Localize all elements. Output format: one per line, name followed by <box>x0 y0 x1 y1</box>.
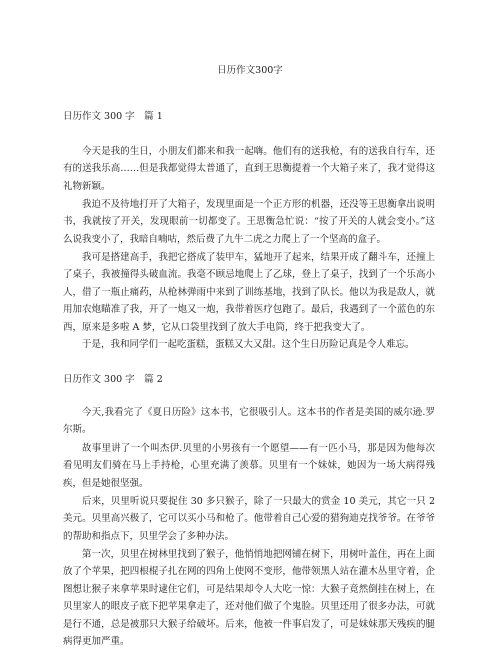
paragraph: 后来，贝里听说只要捉住 30 多只猴子，除了一只最大的赏金 10 美元，其它一只 2 美元。贝里高兴极了，它可以买小马和枪了。他带着自己心爱的猎狗迪克找爷爷。在爷爷的帮助和指点下，贝里学会了多种办法。 <box>63 496 435 542</box>
paragraph: 于是，我和同学们一起吃蛋糕，蛋糕又大又甜。这个生日历险记真是令人难忘。 <box>82 339 415 350</box>
section-heading-2: 日历作文 300 字 篇 2 <box>63 374 163 385</box>
paragraph: 故事里讲了一个叫杰伊.贝里的小男孩有一个愿望——有一匹小马，那是因为他每次看见明友们骑在马上手持枪，心里充满了羡慕。贝里有一个妹妹，她因为一场大病得残疾，但是她很坚强。 <box>63 443 435 489</box>
document-title: 日历作文300字 <box>217 65 283 76</box>
paragraph: 今天,我看完了《夏日历险》这本书，它很吸引人。这本书的作者是美国的威尔逊.罗尔斯。 <box>63 407 435 436</box>
paragraph: 今天是我的生日，小朋友们都来和我一起嗨。他们有的送我枪，有的送我自行车，还有的送我乐高……但是我都觉得太普通了，直到王思衡提着一个大箱子来了，我才觉得这礼物新颖。 <box>63 146 435 192</box>
paragraph: 第一次，贝里在树林里找到了猴子，他悄悄地把网铺在树下，用树叶盖住，再在上面放了个苹果，把四根棍子扎在网的四角上使网不变形，他带领黑人站在灌木丛里守着，企图想让猴子来拿苹果时逮住它们，可是结果却令人大吃一惊：大猴子竟然倒挂在树上，在贝里家人的眼皮子底下把苹果拿走了，还对他们做了个鬼脸。贝里还用了很多办法，可就是行不通，总是被那只大猴子给破坏。后来，他被一件事启发了，可是妹妹那天残疾的腿病得更加严重。 <box>63 549 435 648</box>
paragraph: 我迫不及待地打开了大箱子，发现里面是一个正方形的机器，还没等王思衡拿出说明书，我就按了开关，发现眼前一切都变了。王思衡急忙说：“按了开关的人就会变小。”这么说我变小了，我暗自喃咕，然后费了九牛二虎之力爬上了一个坚高的盒子。 <box>63 199 435 245</box>
section-heading-1: 日历作文 300 字 篇 1 <box>63 111 163 122</box>
paragraph: 我可是搭建高手，我把它搭成了装甲车，猛地开了起来，结果开成了翻斗车，还撞上了桌子，我被撞得头破血流。我毫不顾忌地爬上了乙球，登上了桌子，找到了一个乐高小人，借了一瓶止痛药，从枪林弹雨中来到了训练基地，找到了队长。他以为我是敌人，就用加农炮瞄准了我，开了一炮又一炮，我带着医疗包跑了。最后，我遇到了一个蓝色的东西，原来是多啦 A 梦，它从口袋里找到了放大手电筒，终于把我变大了。 <box>63 252 435 333</box>
